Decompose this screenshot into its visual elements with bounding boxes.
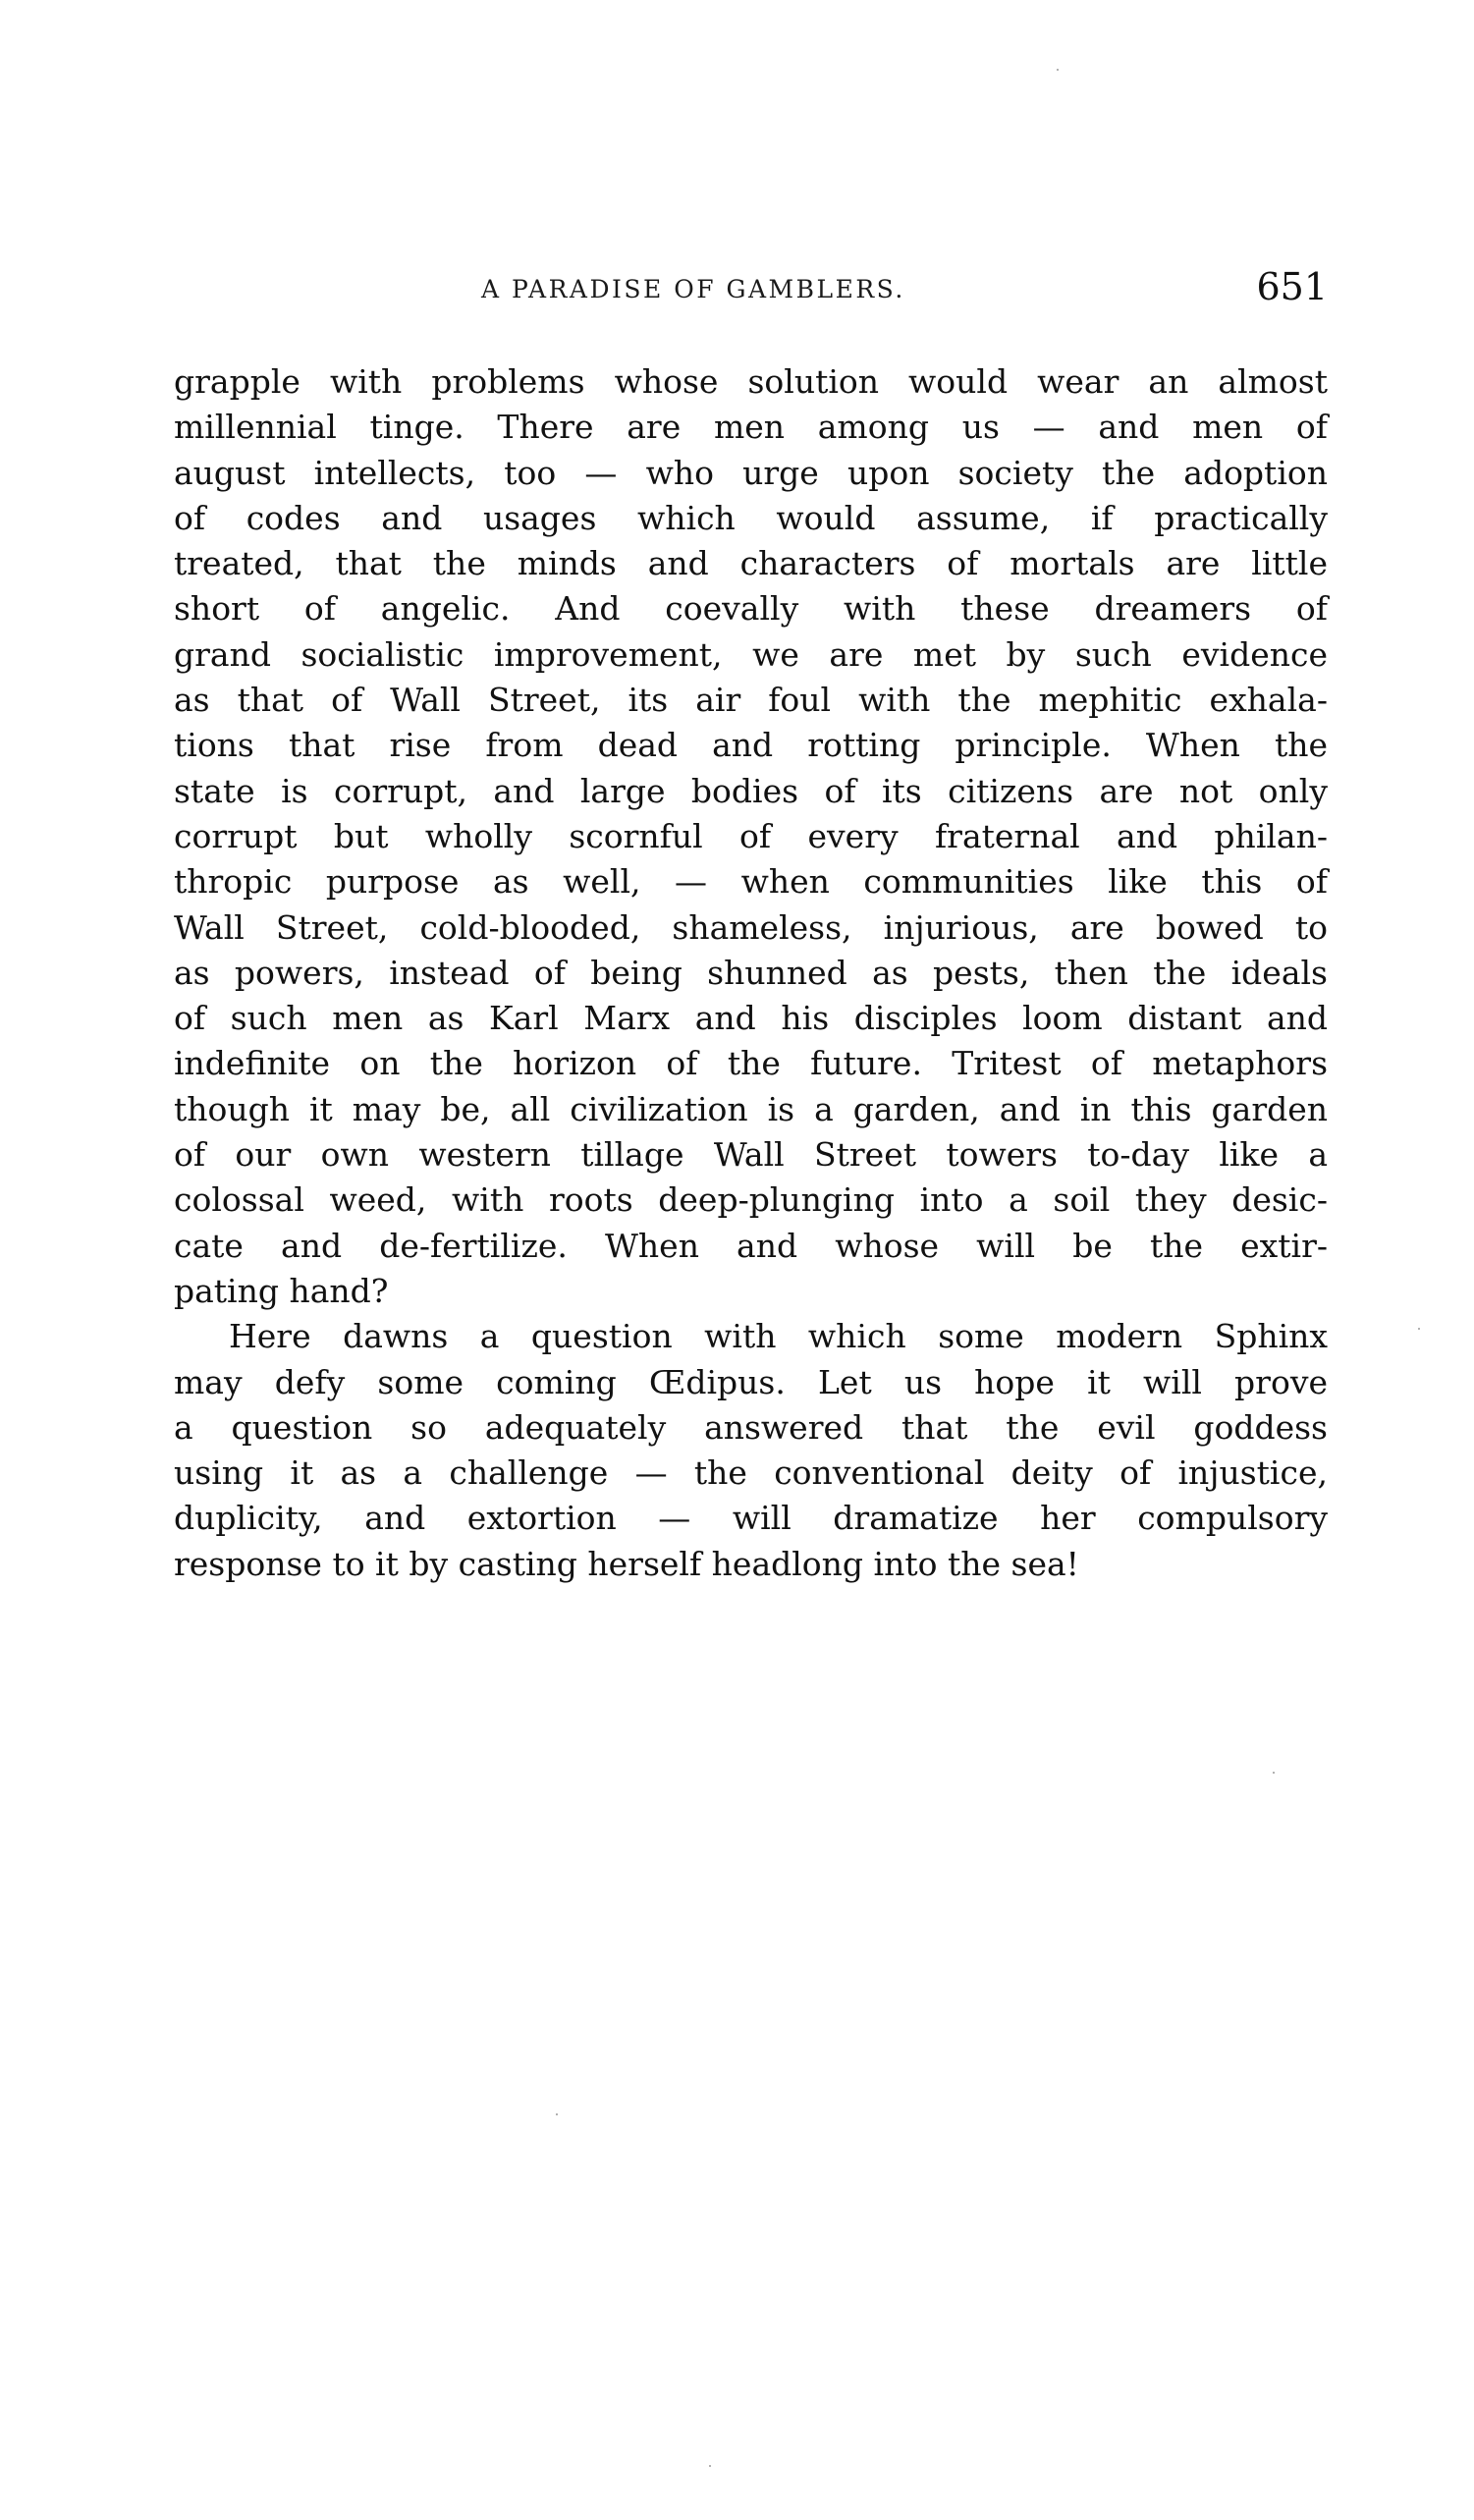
text-line: as that of Wall Street, its air foul with the mephitic exhala-	[174, 681, 1328, 720]
text-line: Wall Street, cold-blooded, shameless, injurious, are bowed to	[174, 907, 1328, 947]
running-header	[174, 265, 1328, 310]
page-number: 651	[1256, 265, 1328, 308]
text-line: thropic purpose as well, — when communities like this of	[174, 862, 1328, 902]
paragraph-2	[174, 1314, 1328, 1587]
text-line: tions that rise from dead and rotting principle. When the	[174, 726, 1328, 765]
text-line: duplicity, and extortion — will dramatize her compulsory	[174, 1499, 1328, 1538]
text-line: response to it by casting herself headlong into the sea!	[174, 1544, 1079, 1583]
paper-speck	[709, 2465, 711, 2467]
text-line: may defy some coming Œdipus. Let us hope it will prove	[174, 1362, 1328, 1401]
paper-speck	[556, 2113, 558, 2115]
text-line: short of angelic. And coevally with these dreamers of	[174, 589, 1328, 629]
text-line: august intellects, too — who urge upon society the adoption	[174, 453, 1328, 492]
text-line: cate and de-fertilize. When and whose will be the extir-	[174, 1226, 1328, 1265]
text-line: grand socialistic improvement, we are met by such evidence	[174, 634, 1328, 674]
paper-speck	[1273, 1772, 1275, 1774]
body-text	[174, 359, 1328, 1587]
paper-speck	[1418, 1328, 1420, 1330]
text-line: corrupt but wholly scornful of every fraternal and philan-	[174, 816, 1328, 855]
text-line: colossal weed, with roots deep-plunging into a soil they desic-	[174, 1180, 1328, 1220]
text-line: Here dawns a question with which some modern Sphinx	[229, 1317, 1328, 1356]
text-line: indefinite on the horizon of the future. Tritest of metaphors	[174, 1044, 1328, 1083]
text-line: of codes and usages which would assume, if practically	[174, 498, 1328, 537]
paper-speck	[1057, 69, 1059, 71]
text-line: of our own western tillage Wall Street towers to-day like a	[174, 1135, 1328, 1175]
text-line: of such men as Karl Marx and his disciples loom distant and	[174, 999, 1328, 1038]
text-line: treated, that the minds and characters of mortals are little	[174, 544, 1328, 583]
text-line: using it as a challenge — the conventional deity of injustice,	[174, 1453, 1328, 1493]
text-line: as powers, instead of being shunned as pests, then the ideals	[174, 953, 1328, 992]
text-line: a question so adequately answered that the evil goddess	[174, 1407, 1328, 1447]
text-line: pating hand?	[174, 1271, 389, 1310]
text-line: though it may be, all civilization is a garden, and in this garden	[174, 1089, 1328, 1128]
paragraph-1	[174, 359, 1328, 1314]
text-line: millennial tinge. There are men among us — and men of	[174, 408, 1328, 447]
running-title: A PARADISE OF GAMBLERS.	[481, 275, 905, 303]
text-line: grapple with problems whose solution would wear an almost	[174, 362, 1328, 401]
text-line: state is corrupt, and large bodies of its citizens are not only	[174, 771, 1328, 810]
